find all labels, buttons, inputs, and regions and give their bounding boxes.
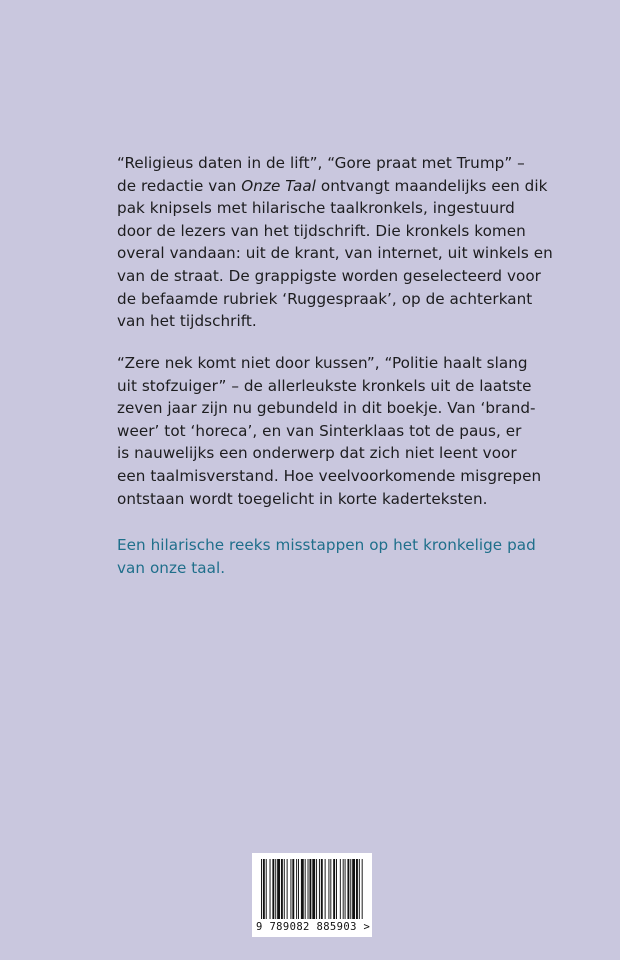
barcode-bar [347, 859, 349, 919]
barcode-bar [290, 859, 291, 919]
blurb-line: de befaamde rubriek ‘Ruggespraak’, op de achterkant [117, 289, 533, 308]
barcode-bar [309, 859, 311, 919]
barcode-bar [263, 859, 265, 919]
barcode-bar [308, 859, 309, 919]
blurb-line: “Religieus daten in de lift”, “Gore praat met Trump” – [117, 154, 525, 172]
tagline-line: van onze taal. [117, 558, 226, 577]
blurb-line: zeven jaar zijn nu gebundeld in dit boekje. Van ‘brand- [117, 399, 536, 418]
blurb-text: ontvangt maandelijks een dik [315, 176, 548, 195]
barcode-bar [270, 859, 271, 919]
blurb-line: door de lezers van het tijdschrift. Die kronkels komen [117, 221, 526, 240]
barcode-bar [321, 859, 323, 919]
barcode-bar [345, 859, 346, 919]
tagline [117, 534, 536, 579]
barcode-bar [356, 859, 358, 919]
barcode-bar [340, 859, 341, 919]
barcode-bar [330, 859, 331, 919]
barcode-bar [325, 859, 326, 919]
blurb-line: overal vandaan: uit de krant, van internet, uit winkels en [117, 244, 553, 263]
barcode-bar [333, 859, 335, 919]
barcode-bar [343, 859, 344, 919]
barcode-bar [301, 859, 304, 919]
blurb-line: van de straat. De grappigste worden geselecteerd voor [117, 266, 541, 285]
barcode-bar [292, 859, 294, 919]
barcode-bar [272, 859, 274, 919]
barcode-bar [296, 859, 297, 919]
barcode-bar [277, 859, 280, 919]
blurb-text: de redactie van [117, 176, 242, 195]
blurb-line: uit stofzuiger” – de allerleukste kronkels uit de laatste [117, 376, 532, 395]
barcode-bar [319, 859, 320, 919]
blurb-line: pak knipsels met hilarische taalkronkels, ingestuurd [117, 199, 515, 218]
barcode-bar [305, 859, 306, 919]
blurb-paragraph-2 [117, 352, 542, 510]
blurb-line: is nauwelijks een onderwerp dat zich niet leent voor [117, 444, 517, 463]
barcode-bar [284, 859, 285, 919]
blurb-line: van het tijdschrift. [117, 312, 257, 331]
barcode-bar [352, 859, 355, 919]
barcode-bar [328, 859, 329, 919]
tagline-line: Een hilarische reeks misstappen op het kronkelige pad [117, 536, 536, 554]
blurb-line: een taalmisverstand. Hoe veelvoorkomende misgrepen [117, 466, 542, 485]
blurb-line [117, 175, 548, 198]
barcode-bar [281, 859, 283, 919]
barcode-bar [287, 859, 288, 919]
blurb-line: ontstaan wordt toegelicht in korte kaderteksten. [117, 489, 488, 508]
magazine-title: Onze Taal [241, 176, 316, 195]
blurb-line: “Zere nek komt niet door kussen”, “Politie haalt slang [117, 354, 528, 372]
barcode-bar [298, 859, 299, 919]
barcode-bar [336, 859, 337, 919]
barcode-bar [359, 859, 360, 919]
barcode-bar [350, 859, 351, 919]
barcode-bar [275, 859, 276, 919]
blurb-line: weer’ tot ‘horeca’, en van Sinterklaas tot de paus, er [117, 421, 522, 440]
barcode-bar [316, 859, 317, 919]
barcode-bar [312, 859, 315, 919]
barcode-bar [266, 859, 267, 919]
blurb-paragraph-1 [117, 152, 553, 333]
barcode-bar [362, 859, 363, 919]
isbn-barcode [252, 853, 372, 937]
barcode-bar [261, 859, 262, 919]
isbn-digits: 9 789082 885903 > [256, 921, 371, 933]
